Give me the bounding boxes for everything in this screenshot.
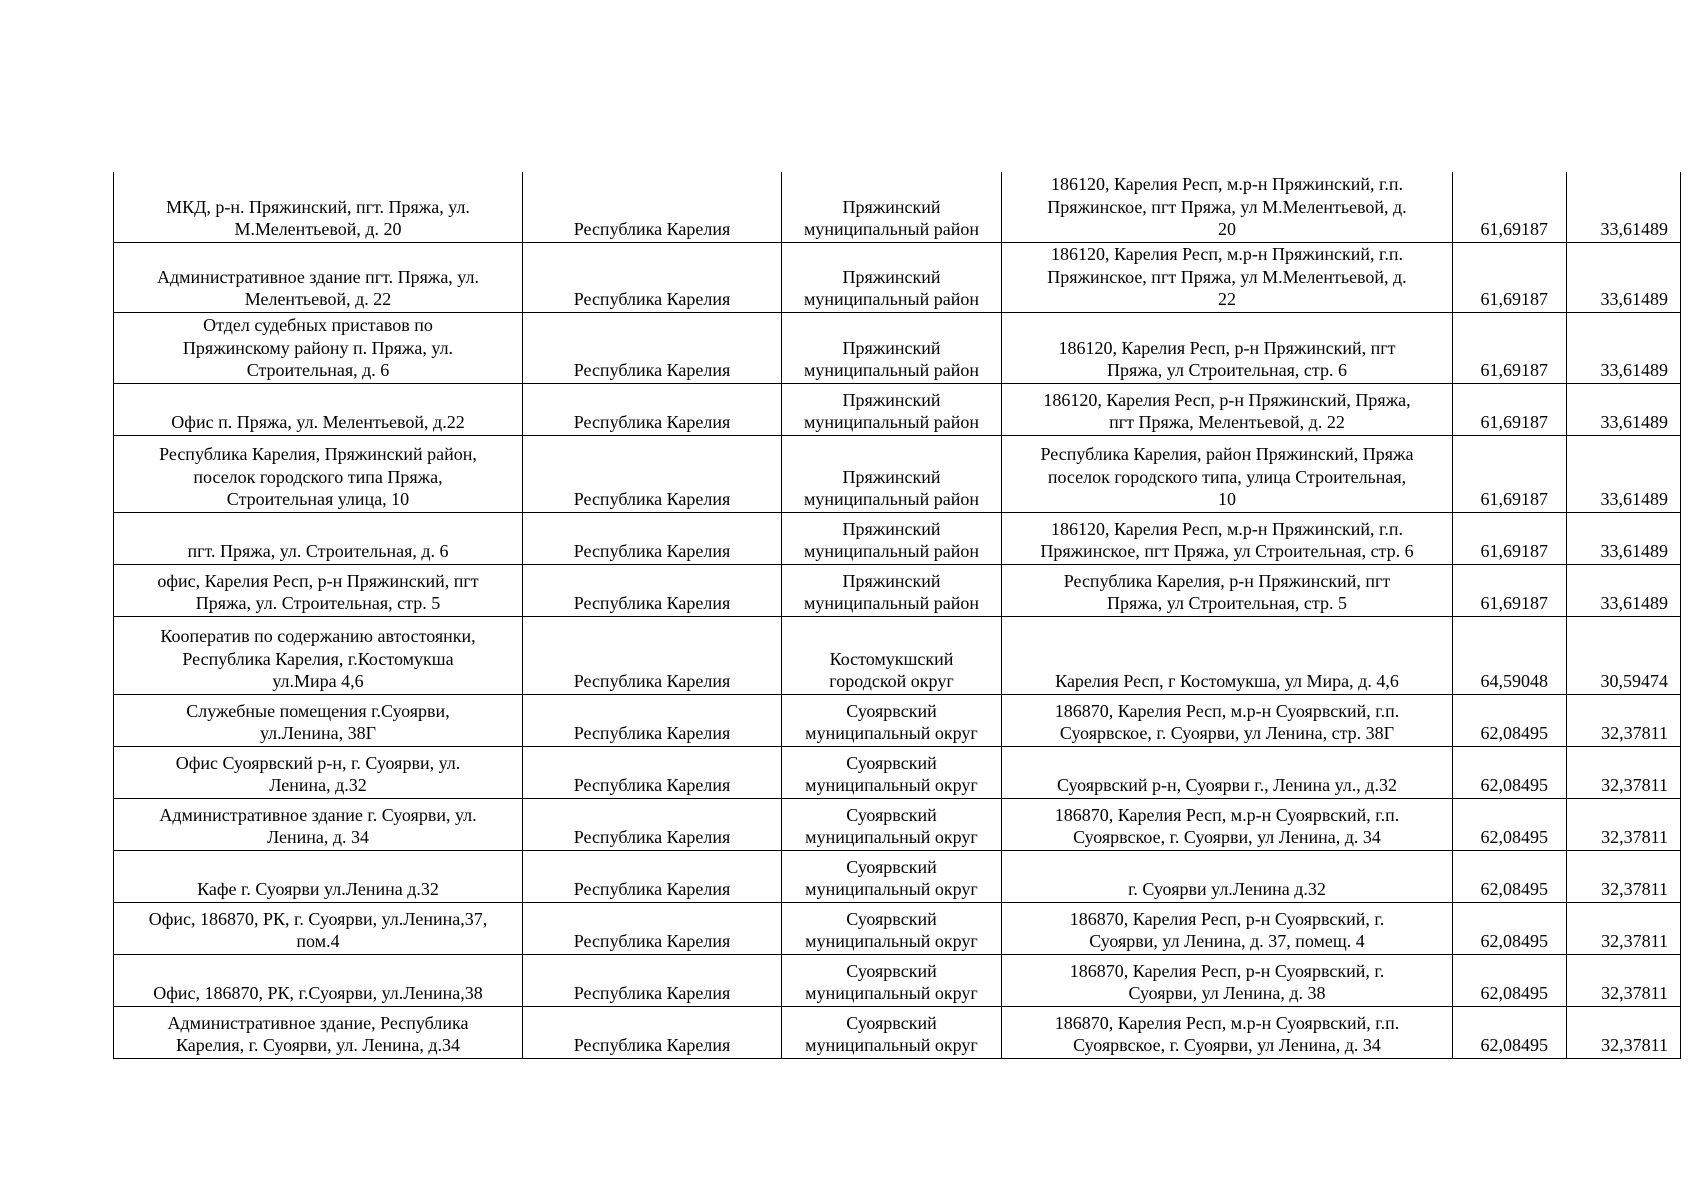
latitude-cell: 61,69187 — [1453, 172, 1567, 242]
municipality-cell: Пряжинский муниципальный район — [782, 564, 1002, 616]
municipality-cell: Пряжинский муниципальный район — [782, 312, 1002, 383]
table-row — [114, 746, 1681, 798]
table-row — [114, 902, 1681, 954]
latitude-cell: 61,69187 — [1453, 383, 1567, 435]
address-cell: 186870, Карелия Респ, м.р-н Суоярвский, г.п. Суоярвское, г. Суоярви, ул Ленина, д. 34 — [1002, 798, 1453, 850]
latitude-cell: 62,08495 — [1453, 746, 1567, 798]
address-cell: 186120, Карелия Респ, м.р-н Пряжинский, г.п. Пряжинское, пгт Пряжа, ул Строительная, стр. 6 — [1002, 512, 1453, 564]
region-cell: Республика Карелия — [523, 564, 782, 616]
object-name-cell: МКД, р-н. Пряжинский, пгт. Пряжа, ул. М.Мелентьевой, д. 20 — [114, 172, 523, 242]
table-row — [114, 564, 1681, 616]
region-cell: Республика Карелия — [523, 435, 782, 512]
object-name-cell: офис, Карелия Респ, р-н Пряжинский, пгт Пряжа, ул. Строительная, стр. 5 — [114, 564, 523, 616]
region-cell: Республика Карелия — [523, 172, 782, 242]
region-cell: Республика Карелия — [523, 694, 782, 746]
latitude-cell: 62,08495 — [1453, 694, 1567, 746]
municipality-cell: Суоярвский муниципальный округ — [782, 954, 1002, 1006]
object-name-cell: Административное здание пгт. Пряжа, ул. Мелентьевой, д. 22 — [114, 242, 523, 312]
longitude-cell: 32,37811 — [1567, 694, 1681, 746]
longitude-cell: 32,37811 — [1567, 902, 1681, 954]
region-cell: Республика Карелия — [523, 746, 782, 798]
address-cell: 186870, Карелия Респ, р-н Суоярвский, г. Суоярви, ул Ленина, д. 38 — [1002, 954, 1453, 1006]
address-cell: 186120, Карелия Респ, р-н Пряжинский, пгт Пряжа, ул Строительная, стр. 6 — [1002, 312, 1453, 383]
region-cell: Республика Карелия — [523, 954, 782, 1006]
municipality-cell: Пряжинский муниципальный район — [782, 435, 1002, 512]
municipality-cell: Суоярвский муниципальный округ — [782, 1006, 1002, 1058]
latitude-cell: 64,59048 — [1453, 616, 1567, 694]
table-row — [114, 850, 1681, 902]
table-row — [114, 435, 1681, 512]
address-cell: 186870, Карелия Респ, м.р-н Суоярвский, г.п. Суоярвское, г. Суоярви, ул Ленина, д. 34 — [1002, 1006, 1453, 1058]
longitude-cell: 32,37811 — [1567, 798, 1681, 850]
municipality-cell: Пряжинский муниципальный район — [782, 242, 1002, 312]
address-cell: Суоярвский р-н, Суоярви г., Ленина ул., д.32 — [1002, 746, 1453, 798]
table-row — [114, 694, 1681, 746]
table-row — [114, 312, 1681, 383]
municipality-cell: Суоярвский муниципальный округ — [782, 850, 1002, 902]
object-name-cell: Кооператив по содержанию автостоянки, Республика Карелия, г.Костомукша ул.Мира 4,6 — [114, 616, 523, 694]
table-row — [114, 242, 1681, 312]
address-cell: 186120, Карелия Респ, р-н Пряжинский, Пряжа, пгт Пряжа, Мелентьевой, д. 22 — [1002, 383, 1453, 435]
table-row — [114, 616, 1681, 694]
object-name-cell: Кафе г. Суоярви ул.Ленина д.32 — [114, 850, 523, 902]
latitude-cell: 62,08495 — [1453, 902, 1567, 954]
region-cell: Республика Карелия — [523, 312, 782, 383]
longitude-cell: 33,61489 — [1567, 383, 1681, 435]
latitude-cell: 61,69187 — [1453, 312, 1567, 383]
latitude-cell: 61,69187 — [1453, 564, 1567, 616]
latitude-cell: 61,69187 — [1453, 435, 1567, 512]
latitude-cell: 61,69187 — [1453, 512, 1567, 564]
table-row — [114, 1006, 1681, 1058]
longitude-cell: 33,61489 — [1567, 172, 1681, 242]
table-row — [114, 383, 1681, 435]
address-cell: 186120, Карелия Респ, м.р-н Пряжинский, г.п. Пряжинское, пгт Пряжа, ул М.Мелентьевой, д. 22 — [1002, 242, 1453, 312]
municipality-cell: Суоярвский муниципальный округ — [782, 694, 1002, 746]
municipality-cell: Пряжинский муниципальный район — [782, 512, 1002, 564]
locations-table — [113, 172, 1681, 1059]
object-name-cell: пгт. Пряжа, ул. Строительная, д. 6 — [114, 512, 523, 564]
address-cell: Республика Карелия, р-н Пряжинский, пгт Пряжа, ул Строительная, стр. 5 — [1002, 564, 1453, 616]
address-cell: Республика Карелия, район Пряжинский, Пряжа поселок городского типа, улица Строительная, 10 — [1002, 435, 1453, 512]
table-row — [114, 512, 1681, 564]
table-row — [114, 172, 1681, 242]
municipality-cell: Суоярвский муниципальный округ — [782, 798, 1002, 850]
object-name-cell: Офис, 186870, РК, г.Суоярви, ул.Ленина,38 — [114, 954, 523, 1006]
longitude-cell: 32,37811 — [1567, 746, 1681, 798]
object-name-cell: Административное здание г. Суоярви, ул. Ленина, д. 34 — [114, 798, 523, 850]
longitude-cell: 33,61489 — [1567, 435, 1681, 512]
longitude-cell: 33,61489 — [1567, 512, 1681, 564]
region-cell: Республика Карелия — [523, 850, 782, 902]
longitude-cell: 32,37811 — [1567, 1006, 1681, 1058]
table-body — [114, 172, 1681, 1058]
municipality-cell: Костомукшский городской округ — [782, 616, 1002, 694]
address-cell: г. Суоярви ул.Ленина д.32 — [1002, 850, 1453, 902]
table-row — [114, 954, 1681, 1006]
region-cell: Республика Карелия — [523, 383, 782, 435]
object-name-cell: Служебные помещения г.Суоярви, ул.Ленина, 38Г — [114, 694, 523, 746]
latitude-cell: 62,08495 — [1453, 954, 1567, 1006]
address-cell: 186870, Карелия Респ, м.р-н Суоярвский, г.п. Суоярвское, г. Суоярви, ул Ленина, стр. 38Г — [1002, 694, 1453, 746]
object-name-cell: Офис Суоярвский р-н, г. Суоярви, ул. Ленина, д.32 — [114, 746, 523, 798]
address-cell: 186120, Карелия Респ, м.р-н Пряжинский, г.п. Пряжинское, пгт Пряжа, ул М.Мелентьевой, д. 20 — [1002, 172, 1453, 242]
address-cell: Карелия Респ, г Костомукша, ул Мира, д. 4,6 — [1002, 616, 1453, 694]
latitude-cell: 61,69187 — [1453, 242, 1567, 312]
region-cell: Республика Карелия — [523, 512, 782, 564]
municipality-cell: Пряжинский муниципальный район — [782, 172, 1002, 242]
latitude-cell: 62,08495 — [1453, 850, 1567, 902]
longitude-cell: 33,61489 — [1567, 564, 1681, 616]
address-cell: 186870, Карелия Респ, р-н Суоярвский, г. Суоярви, ул Ленина, д. 37, помещ. 4 — [1002, 902, 1453, 954]
latitude-cell: 62,08495 — [1453, 1006, 1567, 1058]
longitude-cell: 33,61489 — [1567, 242, 1681, 312]
object-name-cell: Административное здание, Республика Карелия, г. Суоярви, ул. Ленина, д.34 — [114, 1006, 523, 1058]
municipality-cell: Суоярвский муниципальный округ — [782, 902, 1002, 954]
object-name-cell: Отдел судебных приставов по Пряжинскому району п. Пряжа, ул. Строительная, д. 6 — [114, 312, 523, 383]
region-cell: Республика Карелия — [523, 902, 782, 954]
longitude-cell: 33,61489 — [1567, 312, 1681, 383]
region-cell: Республика Карелия — [523, 798, 782, 850]
object-name-cell: Офис, 186870, РК, г. Суоярви, ул.Ленина,37, пом.4 — [114, 902, 523, 954]
region-cell: Республика Карелия — [523, 242, 782, 312]
latitude-cell: 62,08495 — [1453, 798, 1567, 850]
longitude-cell: 32,37811 — [1567, 954, 1681, 1006]
region-cell: Республика Карелия — [523, 616, 782, 694]
municipality-cell: Пряжинский муниципальный район — [782, 383, 1002, 435]
table-row — [114, 798, 1681, 850]
longitude-cell: 32,37811 — [1567, 850, 1681, 902]
object-name-cell: Офис п. Пряжа, ул. Мелентьевой, д.22 — [114, 383, 523, 435]
region-cell: Республика Карелия — [523, 1006, 782, 1058]
object-name-cell: Республика Карелия, Пряжинский район, поселок городского типа Пряжа, Строительная улица, 10 — [114, 435, 523, 512]
municipality-cell: Суоярвский муниципальный округ — [782, 746, 1002, 798]
longitude-cell: 30,59474 — [1567, 616, 1681, 694]
